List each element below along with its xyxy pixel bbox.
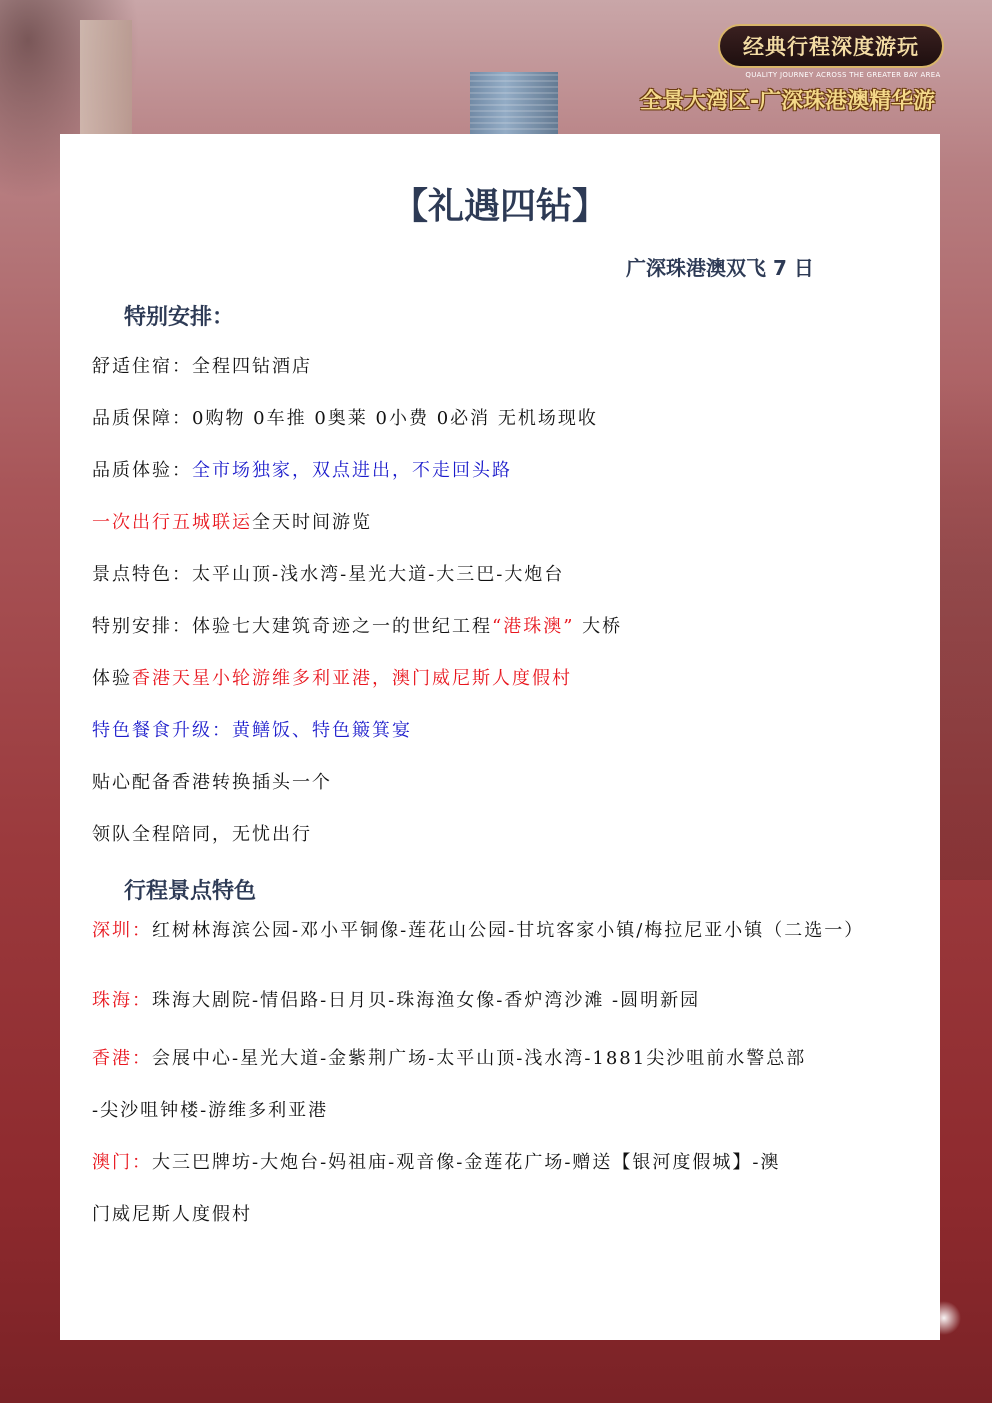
line-label: 特别安排： xyxy=(92,616,192,637)
background-glass-building xyxy=(470,72,558,142)
line-text: 体验七大建筑奇迹之一的世纪工程 xyxy=(192,616,492,637)
special-line-meals xyxy=(92,714,910,748)
city-label: 深圳： xyxy=(92,920,152,941)
line-text: 全市场独家，双点进出，不走回头路 xyxy=(192,460,512,481)
header-badge xyxy=(718,24,944,68)
city-text-cont: 门威尼斯人度假村 xyxy=(92,1204,252,1225)
city-label: 澳门： xyxy=(92,1152,152,1173)
special-line-quality-experience xyxy=(92,454,910,488)
line-label: 特色餐食升级： xyxy=(92,720,232,741)
features-heading: 行程景点特色 xyxy=(124,879,257,904)
feature-shenzhen xyxy=(92,914,910,948)
background-tower-left xyxy=(80,20,132,140)
line-text: 领队全程陪同，无忧出行 xyxy=(92,824,312,845)
special-line-adapter xyxy=(92,766,910,800)
city-text-cont: -尖沙咀钟楼-游维多利亚港 xyxy=(92,1100,329,1121)
feature-zhuhai xyxy=(92,984,910,1018)
line-text: 香港天星小轮游维多利亚港，澳门威尼斯人度假村 xyxy=(132,668,572,689)
feature-macau-cont xyxy=(92,1198,910,1232)
header-subtitle-en: QUALITY JOURNEY ACROSS THE GREATER BAY AREA xyxy=(745,71,941,79)
line-text-after: 大桥 xyxy=(574,616,623,637)
line-label: 品质体验： xyxy=(92,460,192,481)
special-line-quality-guarantee xyxy=(92,402,910,436)
special-line-accommodation xyxy=(92,350,910,384)
special-line-attractions xyxy=(92,558,910,592)
content-card xyxy=(60,134,940,1340)
special-line-ferry xyxy=(92,662,910,696)
page-title: 【礼遇四钻】 xyxy=(391,186,608,227)
route-subtitle: 广深珠港澳双飞 7 日 xyxy=(626,256,814,280)
city-text: 会展中心-星光大道-金紫荆广场-太平山顶-浅水湾-1881尖沙咀前水警总部 xyxy=(152,1048,807,1069)
city-text: 珠海大剧院-情侣路-日月贝-珠海渔女像-香炉湾沙滩 -圆明新园 xyxy=(152,990,701,1011)
line-label: 体验 xyxy=(92,668,132,689)
line-text: 太平山顶-浅水湾-星光大道-大三巴-大炮台 xyxy=(192,564,565,585)
line-label: 景点特色： xyxy=(92,564,192,585)
line-label: 品质保障： xyxy=(92,408,192,429)
feature-hongkong xyxy=(92,1042,910,1076)
special-line-bridge xyxy=(92,610,910,644)
line-text: 全程四钻酒店 xyxy=(192,356,312,377)
line-text: 全天时间游览 xyxy=(252,512,372,533)
header-subtitle-cn: 全景大湾区-广深珠港澳精华游 xyxy=(640,89,936,114)
background-city-right xyxy=(932,380,992,880)
line-label: 一次出行五城联运 xyxy=(92,512,252,533)
header-badge-text: 经典行程深度游玩 xyxy=(743,35,919,59)
line-text: 0购物 0车推 0奥莱 0小费 0必消 无机场现收 xyxy=(192,408,598,429)
feature-hongkong-cont xyxy=(92,1094,910,1128)
special-line-guide xyxy=(92,818,910,852)
special-line-five-cities xyxy=(92,506,910,540)
line-label: 舒适住宿： xyxy=(92,356,192,377)
city-label: 香港： xyxy=(92,1048,152,1069)
feature-macau xyxy=(92,1146,910,1180)
line-highlight: “港珠澳” xyxy=(492,616,575,637)
line-text: 贴心配备香港转换插头一个 xyxy=(92,772,332,793)
line-text: 黄鳝饭、特色簸箕宴 xyxy=(232,720,412,741)
special-heading: 特别安排： xyxy=(124,305,235,330)
city-text: 红树林海滨公园-邓小平铜像-莲花山公园-甘坑客家小镇/梅拉尼亚小镇（二选一） xyxy=(152,920,865,941)
city-text: 大三巴牌坊-大炮台-妈祖庙-观音像-金莲花广场-赠送【银河度假城】-澳 xyxy=(152,1152,781,1173)
city-label: 珠海： xyxy=(92,990,152,1011)
